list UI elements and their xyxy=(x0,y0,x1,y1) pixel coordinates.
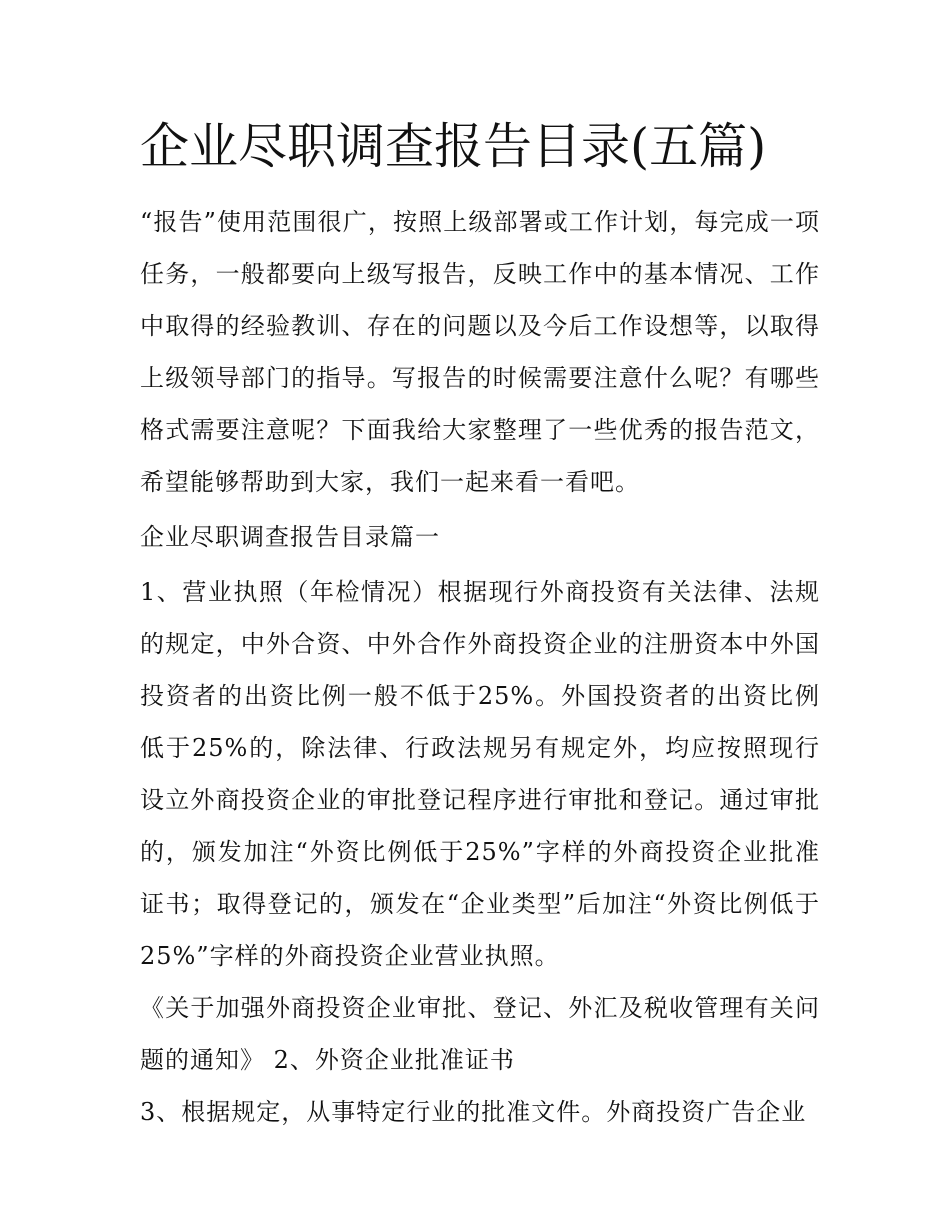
item-3-paragraph: 3、根据规定，从事特定行业的批准文件。外商投资广告企业 xyxy=(140,1098,807,1126)
document-body xyxy=(140,196,820,1138)
notice-paragraph: 《关于加强外商投资企业审批、登记、外汇及税收管理有关问题的通知》 2、外资企业批准证书 xyxy=(140,994,820,1074)
document-title: 企业尽职调查报告目录(五篇) xyxy=(140,118,767,175)
item-1-paragraph: 1、营业执照（年检情况）根据现行外商投资有关法律、法规的规定，中外合资、中外合作外商投资企业的注册资本中外国投资者的出资比例一般不低于25%。外国投资者的出资比例低于25%的，除法律、行政法规另有规定外，均应按照现行设立外商投资企业的审批登记程序进行审批和登记。通过审批的，颁发加注“外资比例低于25%”字样的外商投资企业批准证书；取得登记的，颁发在“企业类型”后加注“外资比例低于25%”字样的外商投资企业营业执照。 xyxy=(140,578,820,970)
intro-paragraph: “报告”使用范围很广，按照上级部署或工作计划，每完成一项任务，一般都要向上级写报告，反映工作中的基本情况、工作中取得的经验教训、存在的问题以及今后工作设想等，以取得上级领导部门的指导。写报告的时候需要注意什么呢？有哪些格式需要注意呢？下面我给大家整理了一些优秀的报告范文，希望能够帮助到大家，我们一起来看一看吧。 xyxy=(140,208,820,496)
section-heading: 企业尽职调查报告目录篇一 xyxy=(140,523,440,551)
